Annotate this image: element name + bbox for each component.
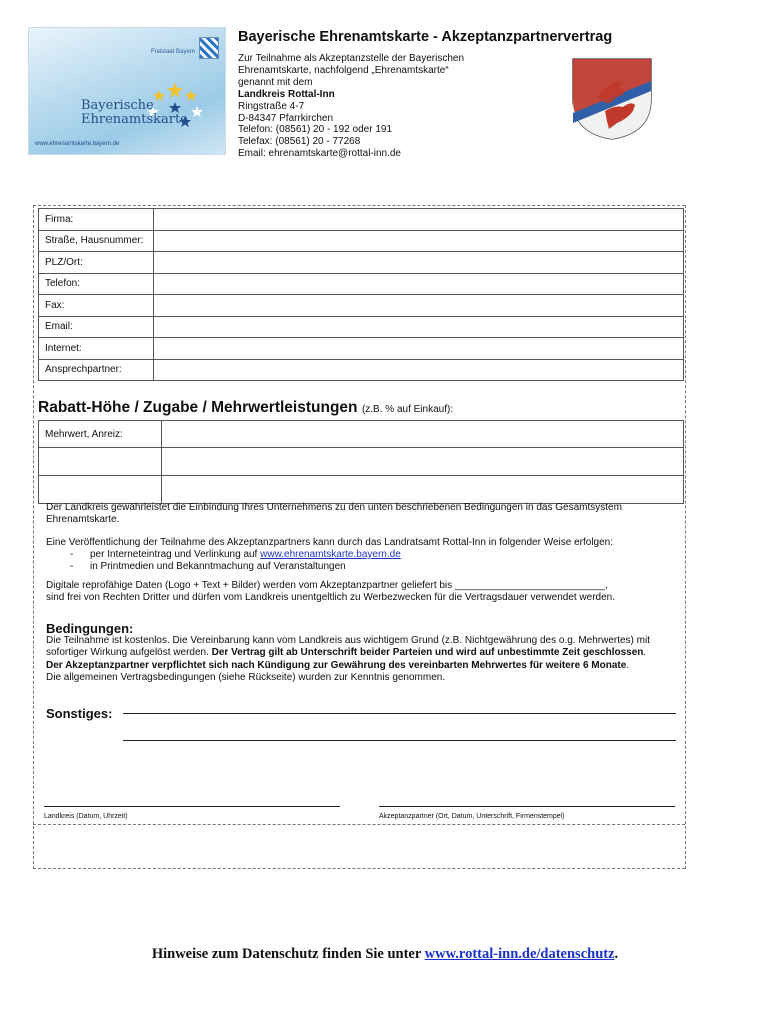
rabatt-hint: (z.B. % auf Einkauf):: [361, 404, 454, 415]
info-text: Digitale reprofähige Daten (Logo + Text + Bilder) werden vom Akzeptanzpartner geliefert bis ___________________________,: [46, 580, 608, 591]
list-item: - in Printmedien und Bekanntmachung auf Veranstaltungen: [70, 561, 346, 572]
partner-fields-table: [38, 208, 684, 381]
address-city: D-84347 Pfarrkirchen: [238, 112, 334, 124]
form-frame-bottom: [33, 868, 685, 869]
header-address-block: [238, 53, 464, 160]
datenschutz-footer: Hinweise zum Datenschutz finden Sie unter www.rottal-inn.de/datenschutz.: [151, 946, 619, 962]
signature-divider: [33, 824, 685, 825]
table-row: [39, 295, 684, 317]
sonstiges-line-1[interactable]: [123, 713, 676, 714]
list-item: - per Interneteintrag und Verlinkung auf www.ehrenamtskarte.bayern.de: [70, 549, 401, 560]
field-label: Fax:: [39, 295, 154, 317]
table-row: [39, 359, 684, 381]
rabatt-empty-cell[interactable]: [39, 476, 162, 504]
mehrwert-input[interactable]: [162, 476, 684, 504]
rabatt-empty-cell[interactable]: [39, 448, 162, 476]
bedingungen-text: Die Teilnahme ist kostenlos. Die Vereinbarung kann vom Landkreis aus wichtigem Grund (z.B. Nichtgewährung des o.g. Mehrwertes) mit sofortiger Wirkung aufgelöst werden. Der Vertrag gilt ab Unterschrift beider Parteien und wird auf unbestimmte Zeit geschlossen. Der Akzeptanzpartner verpflichtet sich nach Kündigung zur Gewährung des vereinbarten Mehrwertes für weitere 6 Monate. Die allgemeinen Vertragsbedingungen (siehe Rückseite) wurden zur Kenntnis genommen.: [46, 635, 650, 683]
signature-label-landkreis: Landkreis (Datum, Uhrzeit): [44, 813, 128, 820]
info-paragraph-2: [46, 537, 676, 573]
firma-input[interactable]: [154, 209, 684, 231]
org-name: Landkreis Rottal-Inn: [238, 88, 335, 100]
address-phone: Telefon: (08561) 20 - 192 oder 191: [238, 124, 392, 136]
bavaria-coat-icon: [199, 37, 219, 59]
internet-input[interactable]: [154, 338, 684, 360]
rabatt-row-label: Mehrwert, Anreiz:: [39, 421, 162, 448]
field-label: Internet:: [39, 338, 154, 360]
table-row: [39, 421, 684, 448]
form-frame-left: [33, 205, 34, 869]
field-label: Email:: [39, 316, 154, 338]
address-fax: Telefax: (08561) 20 - 77268: [238, 136, 361, 148]
fax-input[interactable]: [154, 295, 684, 317]
table-row: [39, 209, 684, 231]
plz-ort-input[interactable]: [154, 252, 684, 274]
bedingungen-title: Bedingungen:: [46, 621, 134, 636]
address-street: Ringstraße 4-7: [238, 100, 305, 112]
form-frame-right: [685, 205, 686, 869]
table-row: [39, 252, 684, 274]
info-text: sind frei von Rechten Dritter und dürfen vom Landkreis unentgeltlich zu Werbezwecken für die Vertragsdauer verwendet werden.: [46, 592, 616, 603]
table-row: [39, 316, 684, 338]
info-text: Ehrenamtskarte.: [46, 514, 120, 525]
info-text: Eine Veröffentlichung der Teilnahme des Akzeptanzpartners kann durch das Landratsamt Rottal-Inn in folgender Weise erfolgen:: [46, 537, 614, 548]
ehrenamtskarte-link[interactable]: www.ehrenamtskarte.bayern.de: [260, 549, 401, 560]
mehrwert-input[interactable]: [162, 421, 684, 448]
card-state-label: Freistaat Bayern: [150, 49, 195, 55]
document-title: Bayerische Ehrenamtskarte - Akzeptanzpartnervertrag: [238, 29, 613, 45]
rabatt-table: [38, 420, 684, 504]
table-row: [39, 273, 684, 295]
field-label: PLZ/Ort:: [39, 252, 154, 274]
table-row: [39, 230, 684, 252]
signature-label-partner: Akzeptanzpartner (Ort, Datum, Unterschrift, Firmenstempel): [379, 813, 565, 820]
signature-line-landkreis[interactable]: [44, 806, 340, 807]
card-title-line1: Bayerische: [81, 98, 154, 113]
card-url: www.ehrenamtskarte.bayern.de: [35, 141, 120, 147]
header-line: Zur Teilnahme als Akzeptanzstelle der Bayerischen: [238, 53, 465, 64]
field-label: Telefon:: [39, 273, 154, 295]
info-paragraph-3: [46, 580, 676, 604]
strasse-input[interactable]: [154, 230, 684, 252]
rabatt-title: Rabatt-Höhe / Zugabe / Mehrwertleistungen: [38, 399, 358, 416]
info-paragraph-1: [46, 502, 676, 526]
ansprechpartner-input[interactable]: [154, 359, 684, 381]
field-label: Straße, Hausnummer:: [39, 230, 154, 252]
telefon-input[interactable]: [154, 273, 684, 295]
signature-line-partner[interactable]: [379, 806, 675, 807]
rottal-inn-coat-of-arms-icon: [567, 55, 657, 141]
form-frame-top: [33, 205, 685, 206]
table-row: [39, 338, 684, 360]
datenschutz-link[interactable]: www.rottal-inn.de/datenschutz: [424, 946, 615, 962]
info-text: Der Landkreis gewährleistet die Einbindung Ihres Unternehmens zu den unten beschriebenen Bedingungen in das Gesamtsystem: [46, 502, 622, 513]
header-line: genannt mit dem: [238, 76, 313, 88]
rabatt-heading: [38, 399, 453, 417]
field-label: Firma:: [39, 209, 154, 231]
table-row: [39, 448, 684, 476]
mehrwert-input[interactable]: [162, 448, 684, 476]
email-input[interactable]: [154, 316, 684, 338]
field-label: Ansprechpartner:: [39, 359, 154, 381]
ehrenamtskarte-card-image: [28, 27, 226, 155]
card-title-line2: Ehrenamtskarte: [81, 112, 188, 127]
sonstiges-label: Sonstiges:: [46, 706, 113, 721]
header-line: Ehrenamtskarte, nachfolgend „Ehrenamtskarte“: [238, 64, 449, 76]
table-row: [39, 476, 684, 504]
sonstiges-line-2[interactable]: [123, 740, 676, 741]
address-email: Email: ehrenamtskarte@rottal-inn.de: [238, 148, 401, 160]
